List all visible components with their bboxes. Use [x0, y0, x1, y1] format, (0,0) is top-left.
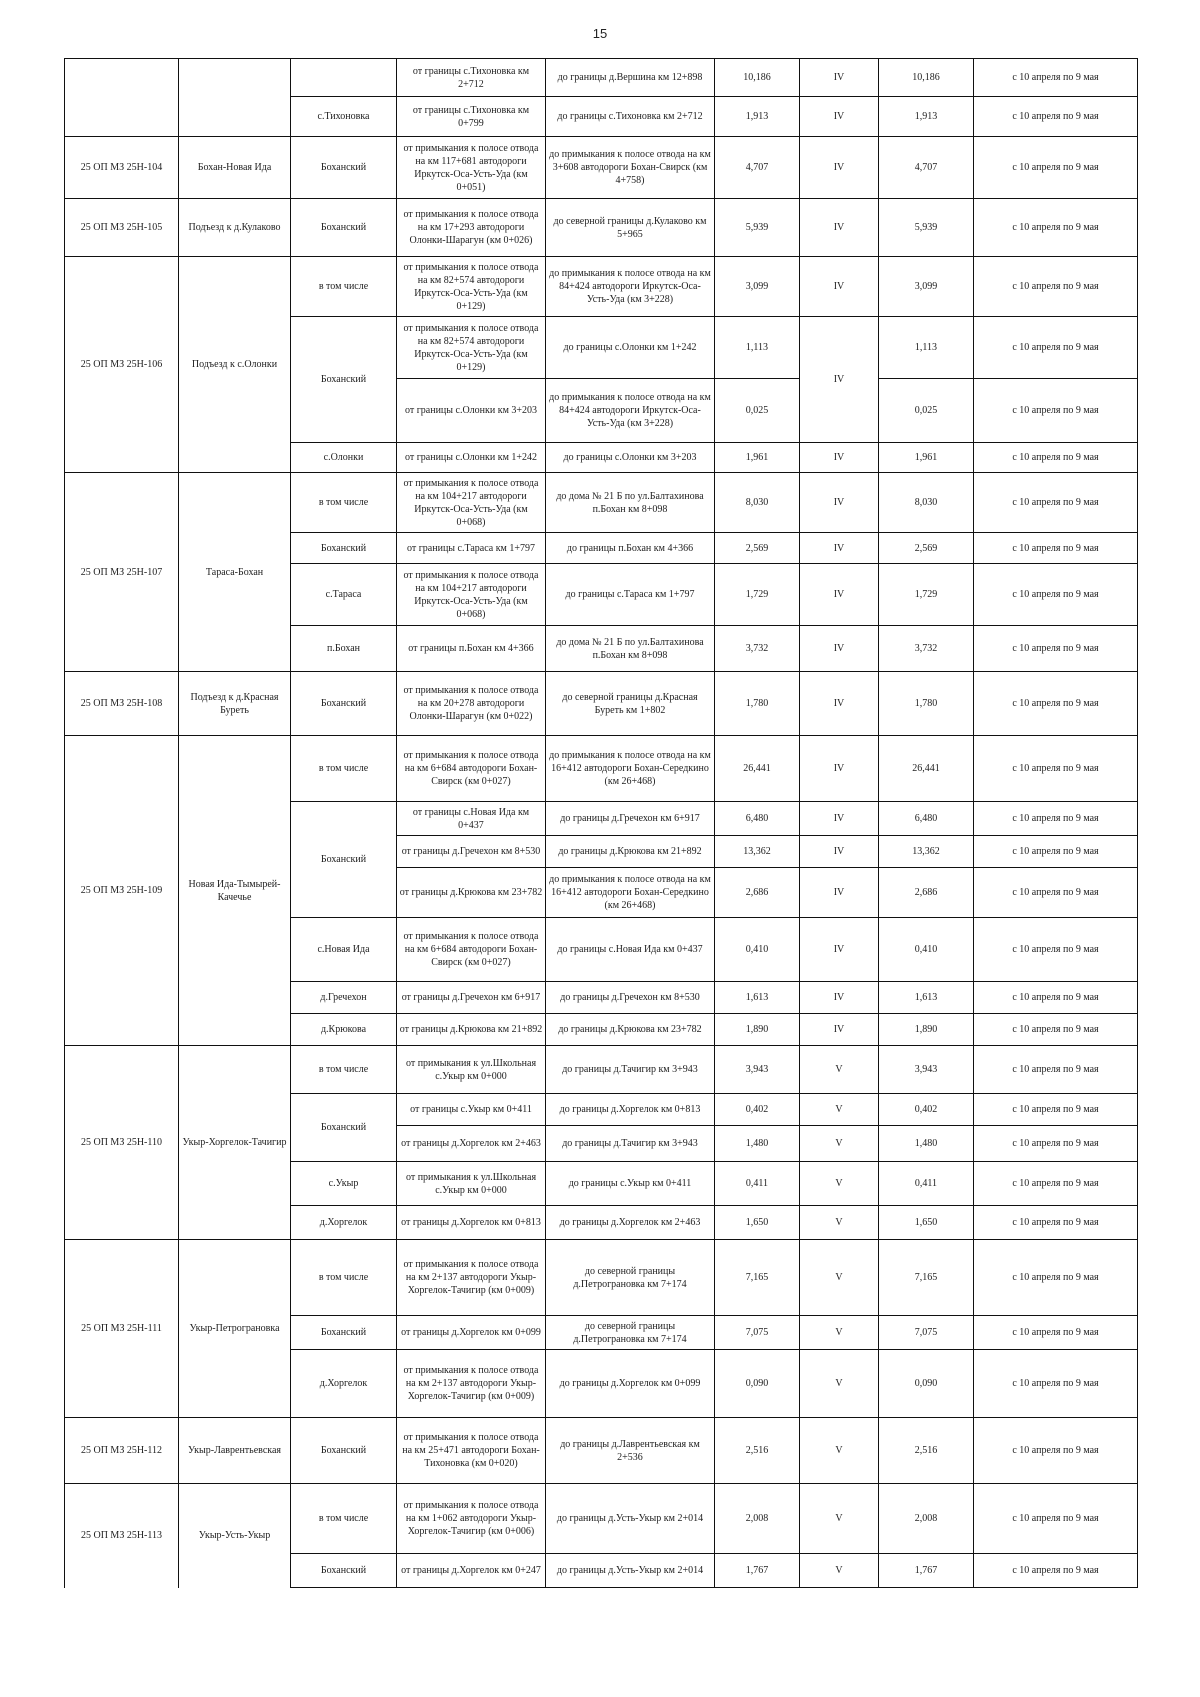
table-row	[65, 1484, 1138, 1554]
road-name-cell: Бохан-Новая Ида	[179, 137, 291, 199]
restricted-length-cell: 1,480	[879, 1126, 974, 1162]
length-cell: 1,913	[715, 97, 800, 137]
table-row	[65, 1046, 1138, 1094]
length-cell: 0,411	[715, 1162, 800, 1206]
restricted-length-cell: 5,939	[879, 199, 974, 257]
restricted-length-cell: 26,441	[879, 736, 974, 802]
to-cell: до северной границы д.Петрограновка км 7+174	[546, 1316, 715, 1350]
category-cell: IV	[800, 1014, 879, 1046]
length-cell: 1,890	[715, 1014, 800, 1046]
restricted-length-cell: 0,410	[879, 918, 974, 982]
from-cell: от примыкания к полосе отвода на км 82+574 автодороги Иркутск-Оса-Усть-Уда (км 0+129)	[397, 317, 546, 379]
period-cell: с 10 апреля по 9 мая	[974, 802, 1138, 836]
locality-cell: Боханский	[291, 1094, 397, 1162]
category-cell: V	[800, 1240, 879, 1316]
period-cell: с 10 апреля по 9 мая	[974, 836, 1138, 868]
locality-cell: Боханский	[291, 199, 397, 257]
length-cell: 26,441	[715, 736, 800, 802]
road-code-cell	[65, 59, 179, 137]
to-cell: до границы д.Усть-Укыр км 2+014	[546, 1554, 715, 1588]
road-code-cell: 25 ОП МЗ 25Н-111	[65, 1240, 179, 1418]
length-cell: 0,410	[715, 918, 800, 982]
to-cell: до границы с.Олонки км 1+242	[546, 317, 715, 379]
period-cell: с 10 апреля по 9 мая	[974, 1206, 1138, 1240]
road-name-cell: Тараса-Бохан	[179, 473, 291, 672]
restricted-length-cell: 2,516	[879, 1418, 974, 1484]
locality-cell: с.Тараса	[291, 564, 397, 626]
to-cell: до границы с.Олонки км 3+203	[546, 443, 715, 473]
length-cell: 7,075	[715, 1316, 800, 1350]
to-cell: до примыкания к полосе отвода на км 3+608 автодороги Бохан-Свирск (км 4+758)	[546, 137, 715, 199]
locality-cell: Боханский	[291, 1418, 397, 1484]
restricted-length-cell: 1,650	[879, 1206, 974, 1240]
restricted-length-cell: 3,099	[879, 257, 974, 317]
length-cell: 2,516	[715, 1418, 800, 1484]
to-cell: до примыкания к полосе отвода на км 84+424 автодороги Иркутск-Оса-Усть-Уда (км 3+228)	[546, 257, 715, 317]
category-cell: IV	[800, 626, 879, 672]
locality-cell: Боханский	[291, 317, 397, 443]
table-row	[65, 257, 1138, 317]
category-cell: IV	[800, 982, 879, 1014]
length-cell: 1,961	[715, 443, 800, 473]
period-cell: с 10 апреля по 9 мая	[974, 736, 1138, 802]
road-code-cell: 25 ОП МЗ 25Н-108	[65, 672, 179, 736]
road-code-cell: 25 ОП МЗ 25Н-109	[65, 736, 179, 1046]
length-cell: 1,780	[715, 672, 800, 736]
category-cell: IV	[800, 533, 879, 564]
restricted-length-cell: 0,090	[879, 1350, 974, 1418]
length-cell: 1,650	[715, 1206, 800, 1240]
category-cell: V	[800, 1350, 879, 1418]
period-cell: с 10 апреля по 9 мая	[974, 533, 1138, 564]
restricted-length-cell: 2,569	[879, 533, 974, 564]
period-cell: с 10 апреля по 9 мая	[974, 626, 1138, 672]
road-code-cell: 25 ОП МЗ 25Н-110	[65, 1046, 179, 1240]
to-cell: до границы д.Хоргелок км 0+099	[546, 1350, 715, 1418]
to-cell: до границы д.Хоргелок км 2+463	[546, 1206, 715, 1240]
restricted-length-cell: 1,890	[879, 1014, 974, 1046]
from-cell: от примыкания к полосе отвода на км 2+137 автодороги Укыр-Хоргелок-Тачигир (км 0+009)	[397, 1240, 546, 1316]
locality-cell: Боханский	[291, 533, 397, 564]
from-cell: от границы д.Хоргелок км 2+463	[397, 1126, 546, 1162]
length-cell: 8,030	[715, 473, 800, 533]
period-cell: с 10 апреля по 9 мая	[974, 1162, 1138, 1206]
locality-cell: с.Укыр	[291, 1162, 397, 1206]
locality-cell: п.Бохан	[291, 626, 397, 672]
locality-cell	[291, 59, 397, 97]
locality-cell: д.Крюкова	[291, 1014, 397, 1046]
category-cell: V	[800, 1046, 879, 1094]
from-cell: от примыкания к ул.Школьная с.Укыр км 0+000	[397, 1046, 546, 1094]
restricted-length-cell: 2,008	[879, 1484, 974, 1554]
length-cell: 2,686	[715, 868, 800, 918]
locality-cell: в том числе	[291, 257, 397, 317]
to-cell: до границы с.Укыр км 0+411	[546, 1162, 715, 1206]
road-name-cell: Подъезд к д.Кулаково	[179, 199, 291, 257]
to-cell: до границы д.Лаврентьевская км 2+536	[546, 1418, 715, 1484]
locality-cell: Боханский	[291, 137, 397, 199]
length-cell: 0,090	[715, 1350, 800, 1418]
locality-cell: в том числе	[291, 736, 397, 802]
restricted-length-cell: 3,732	[879, 626, 974, 672]
to-cell: до северной границы д.Красная Буреть км 1+802	[546, 672, 715, 736]
period-cell: с 10 апреля по 9 мая	[974, 1014, 1138, 1046]
period-cell: с 10 апреля по 9 мая	[974, 868, 1138, 918]
table-row	[65, 736, 1138, 802]
period-cell: с 10 апреля по 9 мая	[974, 1418, 1138, 1484]
to-cell: до границы д.Крюкова км 21+892	[546, 836, 715, 868]
period-cell: с 10 апреля по 9 мая	[974, 1240, 1138, 1316]
length-cell: 2,008	[715, 1484, 800, 1554]
from-cell: от границы с.Олонки км 1+242	[397, 443, 546, 473]
from-cell: от примыкания к полосе отвода на км 20+278 автодороги Олонки-Шарагун (км 0+022)	[397, 672, 546, 736]
period-cell: с 10 апреля по 9 мая	[974, 137, 1138, 199]
to-cell: до северной границы д.Кулаково км 5+965	[546, 199, 715, 257]
restricted-length-cell: 1,767	[879, 1554, 974, 1588]
length-cell: 0,402	[715, 1094, 800, 1126]
table-row	[65, 137, 1138, 199]
restricted-length-cell: 0,402	[879, 1094, 974, 1126]
road-name-cell	[179, 59, 291, 137]
category-cell: IV	[800, 473, 879, 533]
to-cell: до границы с.Тараса км 1+797	[546, 564, 715, 626]
period-cell: с 10 апреля по 9 мая	[974, 1484, 1138, 1554]
length-cell: 1,480	[715, 1126, 800, 1162]
restricted-length-cell: 8,030	[879, 473, 974, 533]
from-cell: от границы д.Крюкова км 21+892	[397, 1014, 546, 1046]
period-cell: с 10 апреля по 9 мая	[974, 379, 1138, 443]
category-cell: V	[800, 1418, 879, 1484]
table-row	[65, 59, 1138, 97]
length-cell: 1,767	[715, 1554, 800, 1588]
period-cell: с 10 апреля по 9 мая	[974, 918, 1138, 982]
to-cell: до дома № 21 Б по ул.Балтахинова п.Бохан км 8+098	[546, 626, 715, 672]
to-cell: до примыкания к полосе отвода на км 16+412 автодороги Бохан-Середкино (км 26+468)	[546, 736, 715, 802]
restricted-length-cell: 3,943	[879, 1046, 974, 1094]
road-name-cell: Подъезд к с.Олонки	[179, 257, 291, 473]
restricted-length-cell: 2,686	[879, 868, 974, 918]
category-cell: IV	[800, 836, 879, 868]
category-cell: IV	[800, 443, 879, 473]
road-code-cell: 25 ОП МЗ 25Н-104	[65, 137, 179, 199]
road-code-cell: 25 ОП МЗ 25Н-106	[65, 257, 179, 473]
restricted-length-cell: 13,362	[879, 836, 974, 868]
locality-cell: д.Гречехон	[291, 982, 397, 1014]
to-cell: до границы д.Вершина км 12+898	[546, 59, 715, 97]
category-cell: IV	[800, 868, 879, 918]
category-cell: IV	[800, 736, 879, 802]
locality-cell: Боханский	[291, 1316, 397, 1350]
category-cell: IV	[800, 257, 879, 317]
period-cell: с 10 апреля по 9 мая	[974, 443, 1138, 473]
category-cell: V	[800, 1126, 879, 1162]
road-code-cell: 25 ОП МЗ 25Н-112	[65, 1418, 179, 1484]
category-cell: V	[800, 1316, 879, 1350]
to-cell: до границы д.Хоргелок км 0+813	[546, 1094, 715, 1126]
restricted-length-cell: 4,707	[879, 137, 974, 199]
length-cell: 3,732	[715, 626, 800, 672]
to-cell: до примыкания к полосе отвода на км 84+424 автодороги Иркутск-Оса-Усть-Уда (км 3+228)	[546, 379, 715, 443]
to-cell: до границы д.Гречехон км 6+917	[546, 802, 715, 836]
locality-cell: в том числе	[291, 473, 397, 533]
road-name-cell: Укыр-Усть-Укыр	[179, 1484, 291, 1588]
restricted-length-cell: 7,075	[879, 1316, 974, 1350]
period-cell: с 10 апреля по 9 мая	[974, 317, 1138, 379]
length-cell: 13,362	[715, 836, 800, 868]
to-cell: до границы д.Гречехон км 8+530	[546, 982, 715, 1014]
locality-cell: с.Олонки	[291, 443, 397, 473]
from-cell: от примыкания к полосе отвода на км 1+062 автодороги Укыр-Хоргелок-Тачигир (км 0+006)	[397, 1484, 546, 1554]
restricted-length-cell: 1,613	[879, 982, 974, 1014]
to-cell: до границы д.Тачигир км 3+943	[546, 1126, 715, 1162]
length-cell: 0,025	[715, 379, 800, 443]
locality-cell: Боханский	[291, 802, 397, 918]
to-cell: до границы с.Новая Ида км 0+437	[546, 918, 715, 982]
length-cell: 1,613	[715, 982, 800, 1014]
locality-cell: с.Тихоновка	[291, 97, 397, 137]
restricted-length-cell: 10,186	[879, 59, 974, 97]
category-cell: V	[800, 1162, 879, 1206]
from-cell: от примыкания к полосе отвода на км 82+574 автодороги Иркутск-Оса-Усть-Уда (км 0+129)	[397, 257, 546, 317]
length-cell: 5,939	[715, 199, 800, 257]
from-cell: от границы д.Крюкова км 23+782	[397, 868, 546, 918]
locality-cell: Боханский	[291, 672, 397, 736]
period-cell: с 10 апреля по 9 мая	[974, 1126, 1138, 1162]
from-cell: от границы д.Гречехон км 8+530	[397, 836, 546, 868]
locality-cell: Боханский	[291, 1554, 397, 1588]
table-row	[65, 1240, 1138, 1316]
table-row	[65, 199, 1138, 257]
category-cell: V	[800, 1206, 879, 1240]
from-cell: от примыкания к полосе отвода на км 6+684 автодороги Бохан-Свирск (км 0+027)	[397, 918, 546, 982]
period-cell: с 10 апреля по 9 мая	[974, 97, 1138, 137]
from-cell: от примыкания к полосе отвода на км 117+681 автодороги Иркутск-Оса-Усть-Уда (км 0+051)	[397, 137, 546, 199]
restricted-length-cell: 1,113	[879, 317, 974, 379]
locality-cell: в том числе	[291, 1240, 397, 1316]
to-cell: до границы с.Тихоновка км 2+712	[546, 97, 715, 137]
category-cell: IV	[800, 802, 879, 836]
length-cell: 4,707	[715, 137, 800, 199]
category-cell: V	[800, 1484, 879, 1554]
restricted-length-cell: 6,480	[879, 802, 974, 836]
locality-cell: д.Хоргелок	[291, 1206, 397, 1240]
from-cell: от границы д.Хоргелок км 0+099	[397, 1316, 546, 1350]
road-code-cell: 25 ОП МЗ 25Н-113	[65, 1484, 179, 1588]
length-cell: 3,099	[715, 257, 800, 317]
locality-cell: с.Новая Ида	[291, 918, 397, 982]
from-cell: от примыкания к полосе отвода на км 104+217 автодороги Иркутск-Оса-Усть-Уда (км 0+068)	[397, 564, 546, 626]
from-cell: от границы д.Хоргелок км 0+247	[397, 1554, 546, 1588]
road-code-cell: 25 ОП МЗ 25Н-107	[65, 473, 179, 672]
road-name-cell: Укыр-Хоргелок-Тачигир	[179, 1046, 291, 1240]
to-cell: до границы п.Бохан км 4+366	[546, 533, 715, 564]
restricted-length-cell: 1,913	[879, 97, 974, 137]
table-row	[65, 1418, 1138, 1484]
category-cell: IV	[800, 317, 879, 443]
length-cell: 3,943	[715, 1046, 800, 1094]
to-cell: до границы д.Усть-Укыр км 2+014	[546, 1484, 715, 1554]
period-cell: с 10 апреля по 9 мая	[974, 982, 1138, 1014]
table-row	[65, 473, 1138, 533]
period-cell: с 10 апреля по 9 мая	[974, 672, 1138, 736]
category-cell: IV	[800, 137, 879, 199]
length-cell: 1,729	[715, 564, 800, 626]
restricted-length-cell: 1,729	[879, 564, 974, 626]
from-cell: от примыкания к ул.Школьная с.Укыр км 0+000	[397, 1162, 546, 1206]
period-cell: с 10 апреля по 9 мая	[974, 473, 1138, 533]
locality-cell: д.Хоргелок	[291, 1350, 397, 1418]
period-cell: с 10 апреля по 9 мая	[974, 199, 1138, 257]
road-code-cell: 25 ОП МЗ 25Н-105	[65, 199, 179, 257]
category-cell: IV	[800, 564, 879, 626]
road-table	[64, 58, 1138, 1588]
category-cell: IV	[800, 672, 879, 736]
length-cell: 1,113	[715, 317, 800, 379]
to-cell: до примыкания к полосе отвода на км 16+412 автодороги Бохан-Середкино (км 26+468)	[546, 868, 715, 918]
restricted-length-cell: 0,411	[879, 1162, 974, 1206]
category-cell: V	[800, 1554, 879, 1588]
category-cell: V	[800, 1094, 879, 1126]
period-cell: с 10 апреля по 9 мая	[974, 257, 1138, 317]
restricted-length-cell: 0,025	[879, 379, 974, 443]
from-cell: от границы с.Тихоновка км 2+712	[397, 59, 546, 97]
from-cell: от границы д.Хоргелок км 0+813	[397, 1206, 546, 1240]
length-cell: 10,186	[715, 59, 800, 97]
period-cell: с 10 апреля по 9 мая	[974, 1350, 1138, 1418]
period-cell: с 10 апреля по 9 мая	[974, 59, 1138, 97]
from-cell: от примыкания к полосе отвода на км 2+137 автодороги Укыр-Хоргелок-Тачигир (км 0+009)	[397, 1350, 546, 1418]
from-cell: от границы с.Олонки км 3+203	[397, 379, 546, 443]
length-cell: 2,569	[715, 533, 800, 564]
from-cell: от примыкания к полосе отвода на км 17+293 автодороги Олонки-Шарагун (км 0+026)	[397, 199, 546, 257]
restricted-length-cell: 7,165	[879, 1240, 974, 1316]
category-cell: IV	[800, 199, 879, 257]
length-cell: 7,165	[715, 1240, 800, 1316]
from-cell: от примыкания к полосе отвода на км 104+217 автодороги Иркутск-Оса-Усть-Уда (км 0+068)	[397, 473, 546, 533]
category-cell: IV	[800, 97, 879, 137]
to-cell: до границы д.Крюкова км 23+782	[546, 1014, 715, 1046]
from-cell: от примыкания к полосе отвода на км 25+471 автодороги Бохан-Тихоновка (км 0+020)	[397, 1418, 546, 1484]
to-cell: до границы д.Тачигир км 3+943	[546, 1046, 715, 1094]
from-cell: от границы д.Гречехон км 6+917	[397, 982, 546, 1014]
category-cell: IV	[800, 59, 879, 97]
from-cell: от границы с.Укыр км 0+411	[397, 1094, 546, 1126]
locality-cell: в том числе	[291, 1046, 397, 1094]
from-cell: от границы с.Тихоновка км 0+799	[397, 97, 546, 137]
from-cell: от границы с.Тараса км 1+797	[397, 533, 546, 564]
table-row	[65, 672, 1138, 736]
length-cell: 6,480	[715, 802, 800, 836]
period-cell: с 10 апреля по 9 мая	[974, 1316, 1138, 1350]
period-cell: с 10 апреля по 9 мая	[974, 1554, 1138, 1588]
to-cell: до дома № 21 Б по ул.Балтахинова п.Бохан км 8+098	[546, 473, 715, 533]
road-name-cell: Подъезд к д.Красная Буреть	[179, 672, 291, 736]
road-name-cell: Укыр-Петрограновка	[179, 1240, 291, 1418]
restricted-length-cell: 1,961	[879, 443, 974, 473]
road-name-cell: Новая Ида-Тымырей-Качечье	[179, 736, 291, 1046]
period-cell: с 10 апреля по 9 мая	[974, 1046, 1138, 1094]
from-cell: от границы с.Новая Ида км 0+437	[397, 802, 546, 836]
from-cell: от границы п.Бохан км 4+366	[397, 626, 546, 672]
category-cell: IV	[800, 918, 879, 982]
period-cell: с 10 апреля по 9 мая	[974, 1094, 1138, 1126]
period-cell: с 10 апреля по 9 мая	[974, 564, 1138, 626]
to-cell: до северной границы д.Петрограновка км 7+174	[546, 1240, 715, 1316]
restricted-length-cell: 1,780	[879, 672, 974, 736]
from-cell: от примыкания к полосе отвода на км 6+684 автодороги Бохан-Свирск (км 0+027)	[397, 736, 546, 802]
road-name-cell: Укыр-Лаврентьевская	[179, 1418, 291, 1484]
page-number: 15	[592, 26, 608, 41]
locality-cell: в том числе	[291, 1484, 397, 1554]
